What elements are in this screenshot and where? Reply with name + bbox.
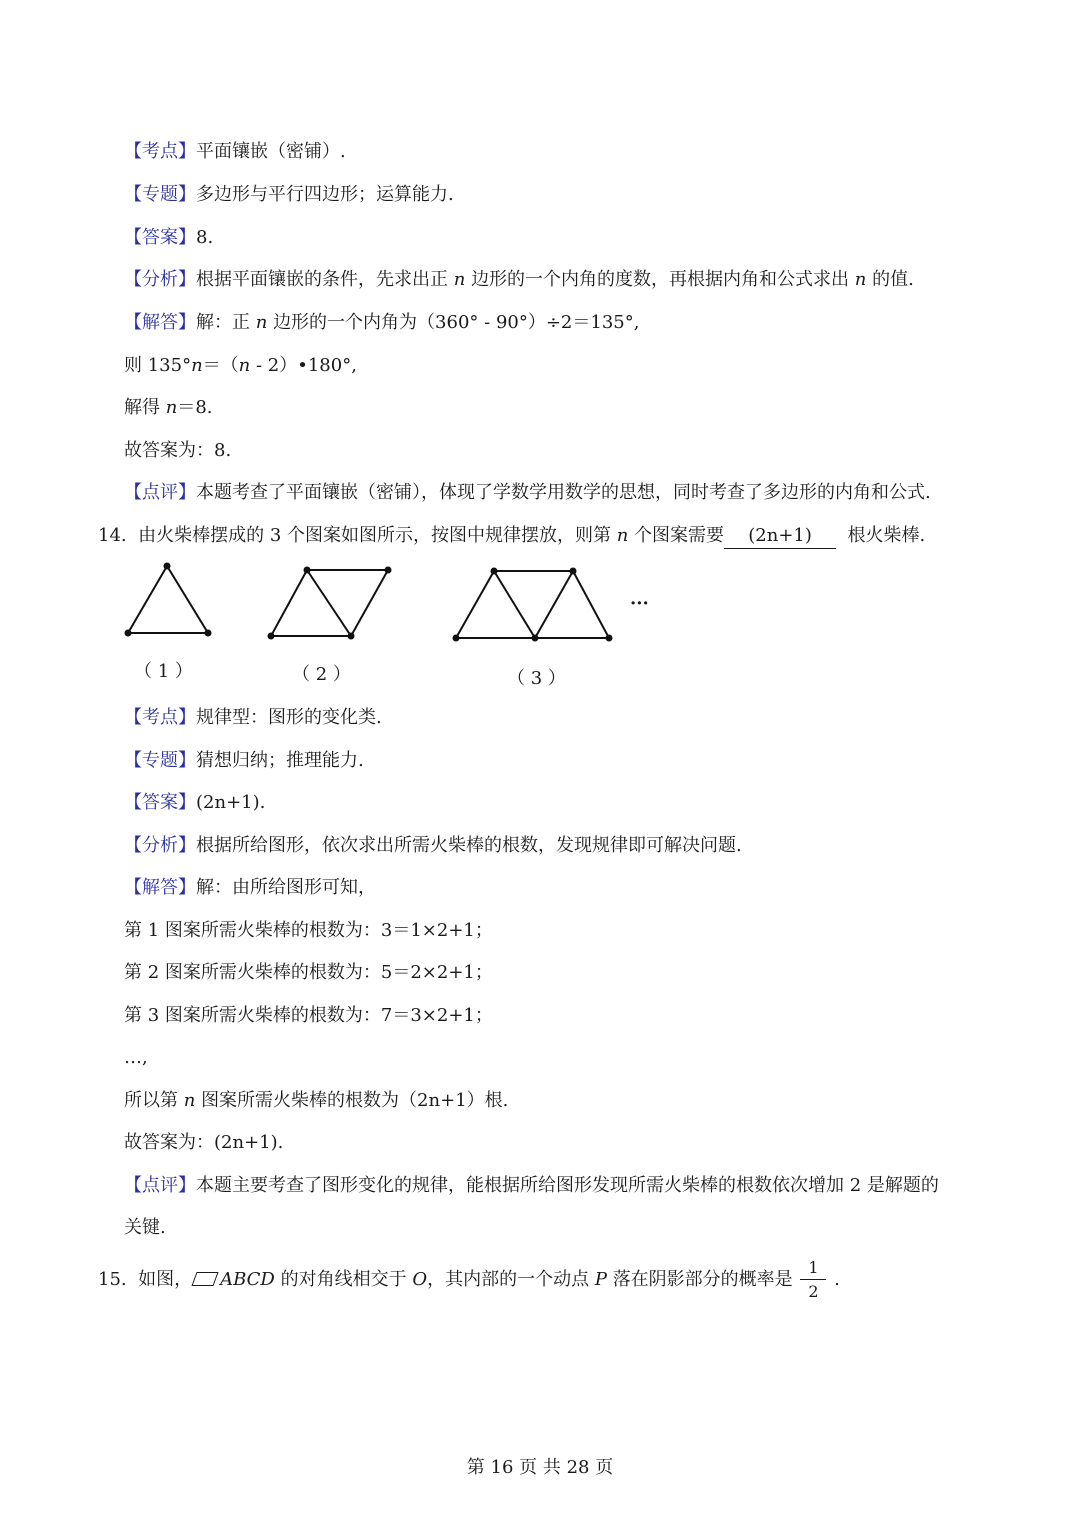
- q14-fenxi: 【分析】根据所给图形，依次求出所需火柴棒的根数，发现规律即可解决问题.: [124, 835, 742, 856]
- question-number: 15.: [98, 1269, 127, 1290]
- q13-step2: 解得 n＝8.: [124, 397, 213, 418]
- kaodian-tag: 【考点】: [124, 141, 196, 162]
- parallelogram-icon: [192, 1272, 219, 1286]
- kaodian-tag: 【考点】: [124, 707, 196, 728]
- figure-1-label: （ 1 ）: [134, 661, 193, 682]
- q14-step5: 所以第 n 图案所需火柴棒的根数为（2n+1）根.: [124, 1090, 509, 1111]
- daan-tag: 【答案】: [124, 227, 196, 248]
- answer-fraction: $\frac{1}{2}$: [798, 1268, 828, 1292]
- zhuanti-tag: 【专题】: [124, 750, 196, 771]
- jieda-tag: 【解答】: [124, 877, 196, 898]
- dianping-tag: 【点评】: [124, 1175, 196, 1196]
- q13-step3: 故答案为：8.: [124, 440, 232, 461]
- figure-3-diagonal-2: [535, 571, 573, 638]
- q14-dianping: 【点评】本题主要考查了图形变化的规律，能根据所给图形发现所需火柴棒的根数依次增加 2 是解题的: [124, 1175, 939, 1196]
- q13-kaodian: 【考点】平面镶嵌（密铺）.: [124, 141, 346, 162]
- q14-kaodian: 【考点】规律型：图形的变化类.: [124, 707, 382, 728]
- figure-3-outline: [456, 571, 609, 638]
- dianping-tag: 【点评】: [124, 482, 196, 503]
- q13-daan: 【答案】8.: [124, 227, 214, 248]
- q14-jieda: 【解答】解：由所给图形可知，: [124, 877, 376, 898]
- figure-3-label: （ 3 ）: [507, 668, 566, 689]
- q13-dianping: 【点评】本题考查了平面镶嵌（密铺），体现了学数学用数学的思想，同时考查了多边形的内角和公式.: [124, 482, 931, 503]
- q13-jieda: 【解答】解：正 n 边形的一个内角为（360° - 90°）÷2＝135°,: [124, 312, 640, 333]
- q14-step6: 故答案为：(2n+1).: [124, 1132, 284, 1153]
- jieda-tag: 【解答】: [124, 312, 196, 333]
- q13-step1: 则 135°n＝（n - 2）•180°,: [124, 355, 357, 376]
- q14-step4: …,: [124, 1047, 148, 1068]
- q14-step2: 第 2 图案所需火柴棒的根数为：5＝2×2+1；: [124, 962, 493, 983]
- figure-1-triangle: [128, 566, 208, 633]
- page-footer: 第 16 页 共 28 页: [466, 1457, 614, 1478]
- q14-step3: 第 3 图案所需火柴棒的根数为：7＝3×2+1；: [124, 1005, 493, 1026]
- question-number: 14.: [98, 525, 127, 546]
- q14-dianping-cont: 关键.: [124, 1217, 166, 1238]
- q13-fenxi: 【分析】根据平面镶嵌的条件，先求出正 n 边形的一个内角的度数，再根据内角和公式求出 n 的值.: [124, 269, 914, 290]
- q15-stem: 15. 如图， ABCD 的对角线相交于 O，其内部的一个动点 P 落在阴影部分的概率是 $\frac{1}{2}$ .: [98, 1258, 840, 1301]
- q14-zhuanti: 【专题】猜想归纳；推理能力.: [124, 750, 364, 771]
- q14-stem: 14. 由火柴棒摆成的 3 个图案如图所示，按图中规律摆放，则第 n 个图案需要 (2n+1) 根火柴棒.: [98, 524, 925, 549]
- fenxi-tag: 【分析】: [124, 269, 196, 290]
- daan-tag: 【答案】: [124, 792, 196, 813]
- figure-2-label: （ 2 ）: [292, 664, 351, 685]
- figure-2-diagonal: [307, 570, 351, 636]
- q14-step1: 第 1 图案所需火柴棒的根数为：3＝1×2+1；: [124, 920, 493, 941]
- figure-3-diagonal-1: [494, 571, 535, 638]
- q13-zhuanti: 【专题】多边形与平行四边形；运算能力.: [124, 184, 454, 205]
- zhuanti-tag: 【专题】: [124, 184, 196, 205]
- figure-ellipsis: ···: [630, 593, 649, 614]
- answer-blank: (2n+1): [724, 524, 836, 549]
- q14-daan: 【答案】(2n+1).: [124, 792, 266, 813]
- fenxi-tag: 【分析】: [124, 835, 196, 856]
